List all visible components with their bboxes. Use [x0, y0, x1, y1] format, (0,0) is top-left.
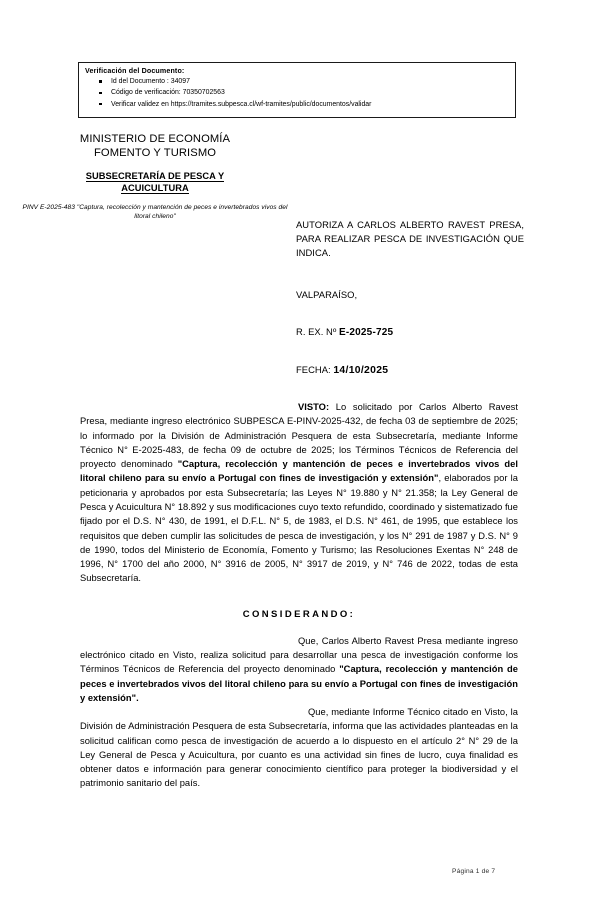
subsecretaria-line2-text: ACUICULTURA — [121, 183, 189, 194]
considerando-paragraph-1 — [80, 634, 518, 705]
considerando-2-text: Que, mediante Informe Técnico citado en Visto, la División de Administración Pesquera de esta Subsecretaría, informa que las actividades planteadas en la solicitud califican como pesca de investigación de acuerdo a lo dispuesto en el artículo 2° N° 29 de la Ley General de Pesca y Acuicultura, por cuanto es una actividad sin fines de lucro, cuya finalidad es obtener datos e información para generar conocimiento científico para proteger la biodiversidad y el patrimonio sanitario del país. — [80, 707, 518, 789]
resolution-label: R. EX. Nº — [296, 325, 339, 337]
subsecretaria-block — [20, 170, 290, 195]
document-date-line — [296, 364, 524, 376]
date-label: FECHA: — [296, 363, 334, 375]
subsecretaria-line1 — [20, 170, 290, 183]
list-item: Código de verificación: 70350702563 — [85, 87, 515, 98]
verification-box — [78, 62, 516, 118]
considerando-1-end: . — [136, 692, 139, 703]
list-item: Id del Documento : 34097 — [85, 76, 515, 87]
document-header-column — [296, 218, 524, 376]
considerando-heading: CONSIDERANDO: — [242, 608, 356, 620]
page-number-footer: Página 1 de 7 — [452, 868, 496, 875]
date-value: 14/10/2025 — [333, 364, 389, 376]
subsecretaria-line1-text: SUBSECRETARÍA DE PESCA Y — [85, 170, 225, 181]
spacer — [80, 620, 518, 634]
verification-box-list — [85, 76, 515, 110]
considerando-1-text: Que, Carlos Alberto Ravest Presa mediante ingreso electrónico citado en Visto, realiza solicitud para desarrollar una pesca de investigación conforme los Términos Técnicos de Referencia del proyecto denominado — [80, 635, 518, 675]
document-body — [80, 400, 518, 791]
organization-header — [20, 132, 290, 221]
visto-text-part1: Lo solicitado por Carlos Alberto Ravest Presa, mediante ingreso electrónico SUBPESCA E-PINV-2025-432, de fecha 03 de septiembre de 2025; lo informado por la División de Administración Pesquera de esta Subsecretaría, mediante Informe Técnico N° E-2025-483, de fecha 09 de octubre de 2025; los Términos Técnicos de Referencia del proyecto denominado — [80, 402, 518, 470]
ministry-name-line1: MINISTERIO DE ECONOMÍA — [79, 133, 231, 145]
visto-project-title: "Captura, recolección y mantención de peces e invertebrados vivos del litoral chileno para su envío a Portugal con fines de investigación y extensión" — [80, 459, 518, 484]
subsecretaria-line2 — [20, 182, 290, 195]
visto-text-part2: , elaborados por la peticionaria y aprobados por esta Subsecretaría; las Leyes N° 19.880 y N° 21.358; la Ley General de Pesca y Acuicultura N° 18.892 y sus modificaciones cuyo texto refundido, coordinado y sistematizado fue fijado por el D.S. N° 430, de 1991, el D.F.L. N° 5, de 1983, el D.S. N° 461, de 1995, que establece los requisitos que deben cumplir las solicitudes de pesca de investigación, y los N° 291 de 1987 y D.S. N° 9 de 1990, todos del Ministerio de Economía, Fomento y Turismo; las Resoluciones Exentas N° 248 de 1996, N° 1700 del año 2000, N° 3916 de 2005, N° 3917 de 2019, y N° 746 de 2022, todas de esta Subsecretaría. — [80, 473, 518, 584]
verification-box-title: Verificación del Documento: — [85, 67, 185, 75]
resolution-number-line — [296, 326, 524, 338]
ministry-name-line2: FOMENTO Y TURISMO — [93, 147, 217, 160]
document-subject: AUTORIZA A CARLOS ALBERTO RAVEST PRESA, PARA REALIZAR PESCA DE INVESTIGACIÓN QUE INDICA. — [296, 219, 524, 258]
document-city: VALPARAÍSO, — [296, 288, 358, 300]
considerando-paragraph-2 — [80, 705, 518, 791]
list-item: Verificar validez en https://tramites.subpesca.cl/wf-tramites/public/documentos/validar — [85, 99, 515, 110]
project-reference-note: PINV E-2025-483 "Captura, recolección y mantención de peces e invertebrados vivos del litoral chileno" — [22, 203, 288, 220]
considerando-1-project-title: "Captura, recolección y mantención de peces e invertebrados vivos del litoral chileno para su envío a Portugal con fines de investigación y extensión" — [80, 664, 518, 703]
visto-paragraph — [80, 400, 518, 586]
resolution-number: E-2025-725 — [339, 326, 394, 338]
visto-label: VISTO: — [298, 402, 330, 412]
spacer — [80, 586, 518, 609]
